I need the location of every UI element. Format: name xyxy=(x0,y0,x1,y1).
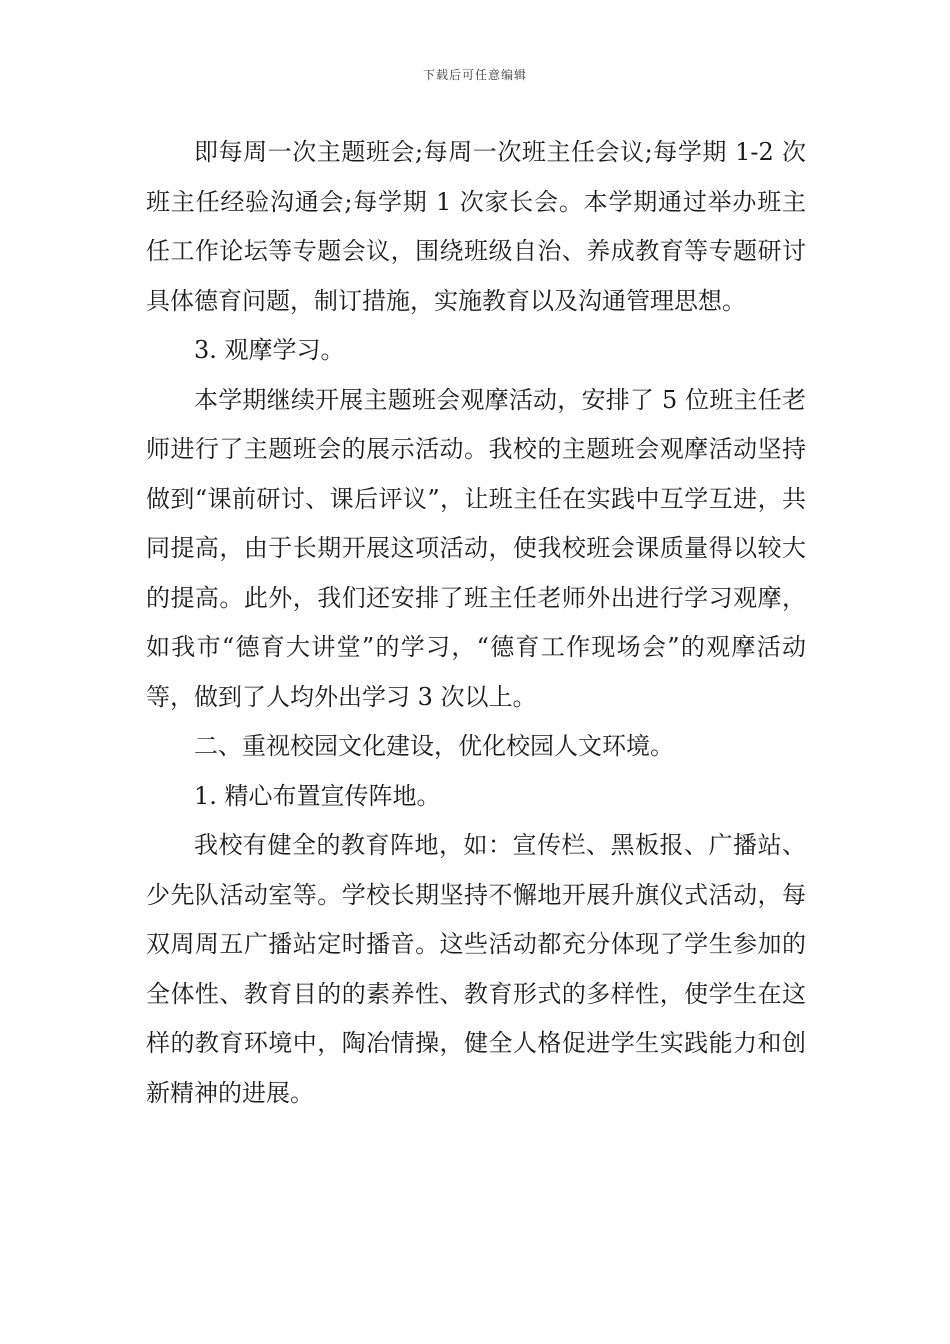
paragraph-observation: 本学期继续开展主题班会观摩活动，安排了 5 位班主任老师进行了主题班会的展示活动。我校的主题班会观摩活动坚持做到“课前研讨、课后评议”，让班主任在实践中互学互进，共同提高，由于长期开展这项活动，使我校班会课质量得以较大的提高。此外，我们还安排了班主任老师外出进行学习观摩，如我市“德育大讲堂”的学习，“德育工作现场会”的观摩活动等，做到了人均外出学习 3 次以上。 xyxy=(146,385,806,711)
document-body xyxy=(146,128,806,1118)
heading-observation-learning: 3. 观摩学习。 xyxy=(194,336,345,364)
page-header: 下载后可任意编辑 xyxy=(422,68,527,82)
heading-campus-culture: 二、重视校园文化建设，优化校园人文环境。 xyxy=(194,732,674,760)
heading-publicity-front: 1. 精心布置宣传阵地。 xyxy=(194,781,441,810)
paragraph-meetings: 即每周一次主题班会;每周一次班主任会议;每学期 1-2 次班主任经验沟通会;每学期 1 次家长会。本学期通过举办班主任工作论坛等专题会议，围绕班级自治、养成教育等专题研讨具体德育问题，制订措施，实施教育以及沟通管理思想。 xyxy=(146,138,806,315)
paragraph-education-front: 我校有健全的教育阵地，如：宣传栏、黑板报、广播站、少先队活动室等。学校长期坚持不懈地开展升旗仪式活动，每双周周五广播站定时播音。这些活动都充分体现了学生参加的全体性、教育目的的素养性、教育形式的多样性，使学生在这样的教育环境中，陶冶情操，健全人格促进学生实践能力和创新精神的进展。 xyxy=(146,831,806,1107)
